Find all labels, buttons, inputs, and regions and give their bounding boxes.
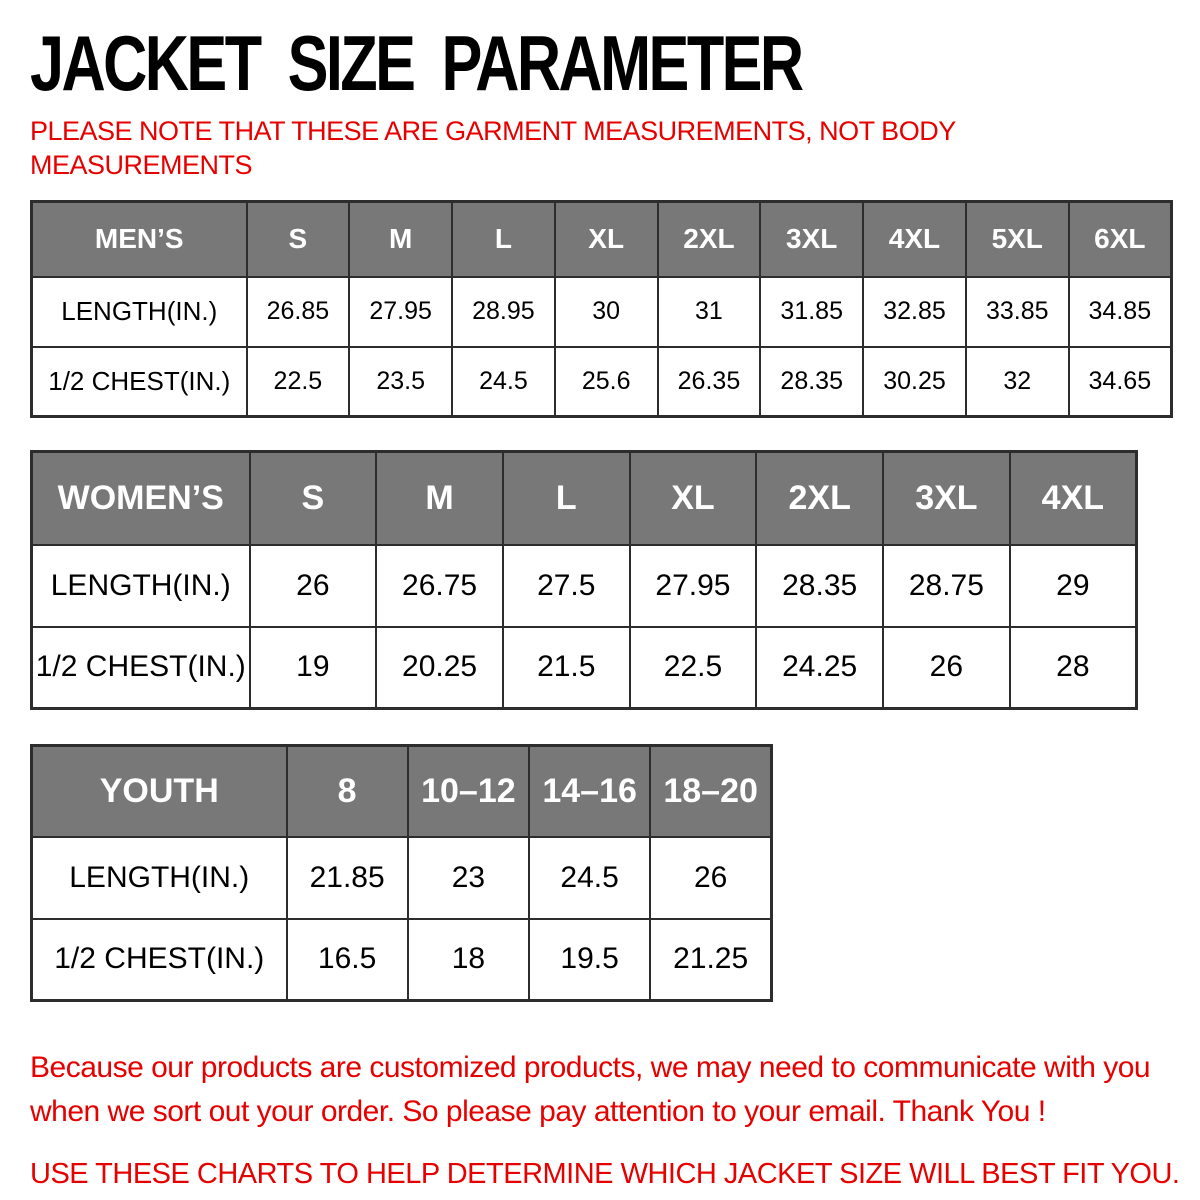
value-cell: 28.35 [756, 545, 883, 627]
size-column-header: M [376, 452, 503, 545]
youth-size-table [30, 744, 773, 1002]
mens-size-table [30, 200, 1173, 418]
size-column-header: XL [555, 202, 658, 277]
value-cell: 34.65 [1069, 347, 1172, 417]
size-column-header: 14–16 [529, 746, 650, 837]
value-cell: 21.25 [650, 919, 771, 1001]
value-cell: 18 [408, 919, 529, 1001]
size-column-header: S [250, 452, 377, 545]
value-cell: 19 [250, 627, 377, 709]
size-column-header: 4XL [1010, 452, 1137, 545]
garment-measurement-note [30, 114, 1180, 182]
size-column-header: 5XL [966, 202, 1069, 277]
row-label-cell: LENGTH(IN.) [32, 545, 250, 627]
note-line-2: MEASUREMENTS [30, 150, 253, 180]
size-column-header: 2XL [658, 202, 761, 277]
value-cell: 27.95 [349, 277, 452, 347]
value-cell: 21.5 [503, 627, 630, 709]
size-column-header: 3XL [760, 202, 863, 277]
womens-size-table [30, 450, 1138, 710]
row-label-cell: LENGTH(IN.) [32, 837, 287, 919]
size-column-header: 6XL [1069, 202, 1172, 277]
size-column-header: L [503, 452, 630, 545]
value-cell: 20.25 [376, 627, 503, 709]
row-label-cell: 1/2 CHEST(IN.) [32, 919, 287, 1001]
size-column-header: 3XL [883, 452, 1010, 545]
page-title: JACKET SIZE PARAMETER [30, 20, 802, 108]
size-column-header: M [349, 202, 452, 277]
value-cell: 29 [1010, 545, 1137, 627]
size-column-header: 8 [287, 746, 408, 837]
size-column-header: 10–12 [408, 746, 529, 837]
value-cell: 28.75 [883, 545, 1010, 627]
value-cell: 32 [966, 347, 1069, 417]
size-column-header: 18–20 [650, 746, 771, 837]
value-cell: 27.95 [630, 545, 757, 627]
value-cell: 23.5 [349, 347, 452, 417]
value-cell: 28 [1010, 627, 1137, 709]
value-cell: 22.5 [247, 347, 350, 417]
value-cell: 24.25 [756, 627, 883, 709]
chart-usage-note: USE THESE CHARTS TO HELP DETERMINE WHICH JACKET SIZE WILL BEST FIT YOU. [30, 1158, 1180, 1190]
value-cell: 26 [250, 545, 377, 627]
value-cell: 24.5 [452, 347, 555, 417]
row-label-cell: LENGTH(IN.) [32, 277, 247, 347]
table-title-cell: MEN’S [32, 202, 247, 277]
size-column-header: L [452, 202, 555, 277]
value-cell: 33.85 [966, 277, 1069, 347]
value-cell: 21.85 [287, 837, 408, 919]
value-cell: 19.5 [529, 919, 650, 1001]
value-cell: 26.75 [376, 545, 503, 627]
value-cell: 27.5 [503, 545, 630, 627]
value-cell: 26.35 [658, 347, 761, 417]
value-cell: 26 [650, 837, 771, 919]
note-line-1: PLEASE NOTE THAT THESE ARE GARMENT MEASUREMENTS, NOT BODY [30, 116, 956, 146]
table-title-cell: YOUTH [32, 746, 287, 837]
row-label-cell: 1/2 CHEST(IN.) [32, 627, 250, 709]
value-cell: 34.85 [1069, 277, 1172, 347]
size-column-header: S [247, 202, 350, 277]
row-label-cell: 1/2 CHEST(IN.) [32, 347, 247, 417]
value-cell: 23 [408, 837, 529, 919]
value-cell: 24.5 [529, 837, 650, 919]
value-cell: 22.5 [630, 627, 757, 709]
value-cell: 28.95 [452, 277, 555, 347]
value-cell: 32.85 [863, 277, 966, 347]
customization-communication-note [30, 1046, 1180, 1134]
value-cell: 30 [555, 277, 658, 347]
value-cell: 26 [883, 627, 1010, 709]
value-cell: 31 [658, 277, 761, 347]
size-column-header: XL [630, 452, 757, 545]
value-cell: 30.25 [863, 347, 966, 417]
communication-note-line-1: Because our products are customized products, we may need to communicate with you [30, 1051, 1151, 1084]
communication-note-line-2: when we sort out your order. So please pay attention to your email. Thank You ! [30, 1095, 1046, 1128]
value-cell: 31.85 [760, 277, 863, 347]
value-cell: 28.35 [760, 347, 863, 417]
size-column-header: 2XL [756, 452, 883, 545]
value-cell: 25.6 [555, 347, 658, 417]
value-cell: 16.5 [287, 919, 408, 1001]
table-title-cell: WOMEN’S [32, 452, 250, 545]
value-cell: 26.85 [247, 277, 350, 347]
size-column-header: 4XL [863, 202, 966, 277]
